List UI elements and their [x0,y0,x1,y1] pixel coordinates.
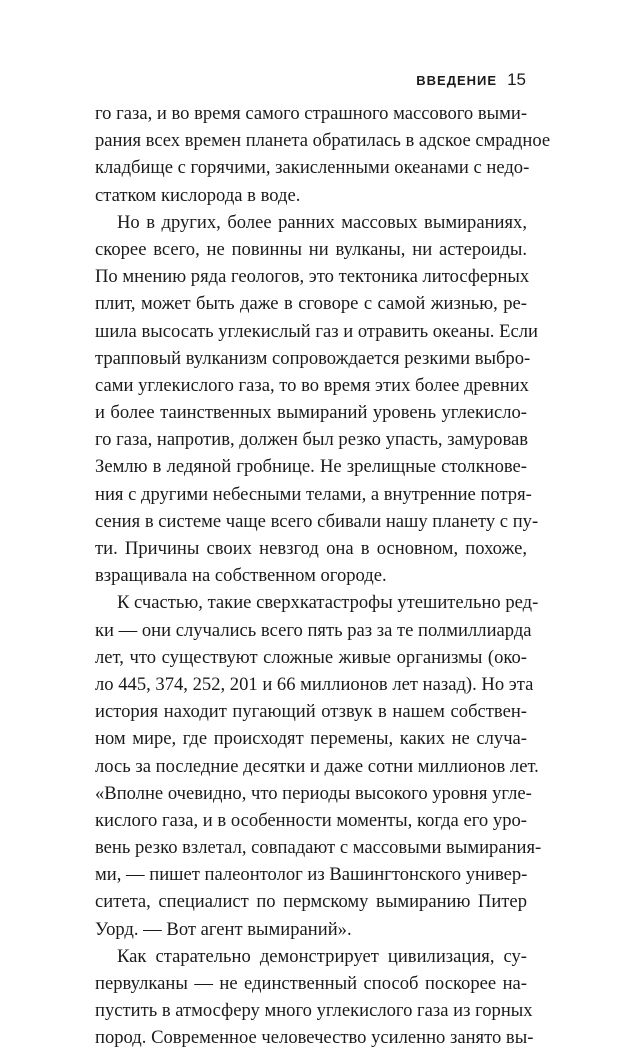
text-line: ло 445, 374, 252, 201 и 66 миллионов лет назад). Но эта [95,673,534,695]
text-line: трапповый вулканизм сопровождается резкими выбро- [95,347,531,369]
text-line: ситета, специалист по пермскому вымиранию Питер [95,891,527,913]
text-line: история находит пугающий отзвук в нашем собствен- [95,701,527,723]
text-line: первулканы — не единственный способ поскорее на- [95,973,527,994]
text-line: пустить в атмосферу много углекислого газа из горных [95,1000,533,1022]
text-line: вень резко взлетал, совпадают с массовыми вымирания- [95,837,542,859]
page-number: 15 [507,70,526,89]
text-line: сами углекислого газа, то во время этих более древних [95,374,529,396]
text-line: ния с другими небесными телами, а внутренние потря- [95,483,532,505]
paragraph [95,943,534,1052]
text-line: пород. Современное человечество усиленно занято вы- [95,1027,534,1049]
text-line: скорее всего, не повинны ни вулканы, ни астероиды. [95,238,527,260]
text-body [95,100,551,1052]
paragraph [95,589,542,942]
text-line: шила высосать углекислый газ и отравить океаны. Если [95,320,538,342]
text-line: лет, что существуют сложные живые организмы (око- [95,646,527,668]
paragraph [95,100,551,209]
text-line: плит, может быть даже в сговоре с самой жизнью, ре- [95,293,527,315]
text-line: Как старательно демонстрирует цивилизация, су- [117,945,527,967]
text-line: взращивала на собственном огороде. [95,565,387,587]
running-title: ВВЕДЕНИЕ [416,73,498,88]
text-line: К счастью, такие сверхкатастрофы утешительно ред- [117,592,539,614]
text-line: кладбище с горячими, закисленными океанами с недо- [95,157,530,179]
text-line: рания всех времен планета обратилась в адское смрадное [95,130,551,152]
text-line: ми, — пишет палеонтолог из Вашингтонского универ- [95,864,528,886]
text-line: сения в системе чаще всего сбивали нашу планету с пу- [95,510,539,532]
text-line: По мнению ряда геологов, это тектоника литосферных [95,266,530,288]
text-line: го газа, и во время самого страшного массового выми- [95,103,528,124]
text-line: и более таинственных вымираний уровень углекисло- [95,402,527,424]
text-line: ки — они случались всего пять раз за те полмиллиарда [95,619,532,641]
text-line: кислого газа, и в особенности моменты, когда его уро- [95,809,527,831]
text-line: го газа, напротив, должен был резко упасть, замуровав [95,429,529,451]
running-head [416,70,526,90]
text-line: статком кислорода в воде. [95,184,301,206]
text-line: Но в других, более ранних массовых вымираниях, [117,211,527,233]
text-line: ном мире, где происходят перемены, каких не случа- [95,728,527,750]
text-line: «Вполне очевидно, что периоды высокого уровня угле- [95,782,532,804]
paragraph [95,209,539,590]
text-line: лось за последние десятки и даже сотни миллионов лет. [95,755,539,777]
text-line: Землю в ледяной гробнице. Не зрелищные столкнове- [95,456,527,478]
text-line: ти. Причины своих невзгод она в основном, похоже, [95,538,527,559]
text-line: Уорд. — Вот агент вымираний». [95,918,352,940]
